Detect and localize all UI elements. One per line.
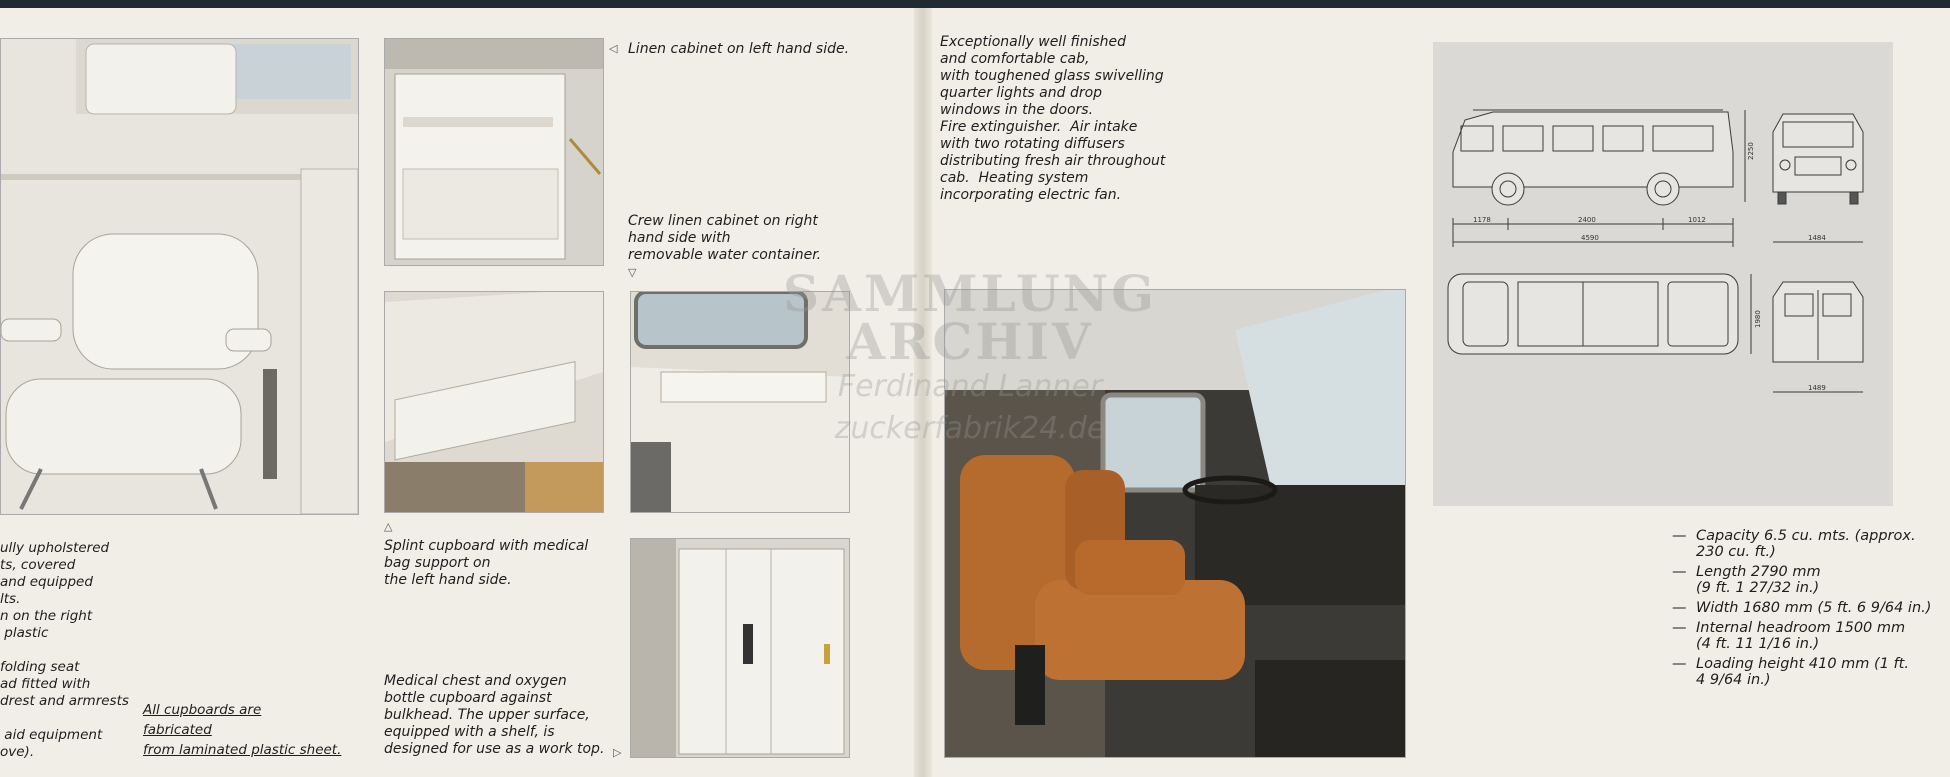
arrow-right-marker: ▷ (613, 746, 622, 759)
photo-splint-cupboard (384, 291, 604, 513)
photo-linen-cabinet-left (384, 38, 604, 266)
dim-overall-length: 4590 (1581, 234, 1599, 242)
caption-seating-fragment: ully upholstered ts, covered and equipped lts. n on the right plastic folding seat ad fitted with drest and armrests aid equipment ove). (0, 540, 129, 760)
dim-width: 1980 (1754, 310, 1762, 328)
top-view-drawing (1448, 274, 1751, 354)
dim-rear-overhang: 1012 (1688, 216, 1706, 224)
spec-width: — Width 1680 mm (5 ft. 6 9/64 in.) (1672, 600, 1931, 616)
watermark-line4: zuckerfabrik24.de (834, 411, 1106, 446)
caption-linen-cabinet-left: Linen cabinet on left hand side. (628, 41, 850, 57)
dim-front-track: 1484 (1808, 234, 1826, 242)
spec-loading-height: — Loading height 410 mm (1 ft. 4 9/64 in.) (1672, 656, 1931, 688)
spec-length: — Length 2790 mm (9 ft. 1 27/32 in.) (1672, 564, 1931, 596)
photo-folding-seat (0, 38, 359, 515)
side-view-drawing (1453, 110, 1745, 247)
caption-cab-description: Exceptionally well finished and comfortable cab, with toughened glass swivelling quarter lights and drop windows in the doors. Fire extinguisher. Air intake with two rotating diffusers distributing fresh air throughout cab. Heating system incorporating electric fan. (940, 34, 1166, 203)
watermark-line2: ARCHIV (846, 312, 1094, 371)
specifications-list (1672, 528, 1931, 692)
watermark-line3: Ferdinand Lanner (837, 369, 1103, 404)
caption-splint-cupboard: Splint cupboard with medical bag support on the left hand side. (384, 538, 589, 588)
spec-capacity: — Capacity 6.5 cu. mts. (approx. 230 cu. ft.) (1672, 528, 1931, 560)
caption-cupboards-note: All cupboards are fabricated from laminated plastic sheet. (143, 702, 342, 758)
watermark (780, 264, 1160, 450)
caption-medical-chest: Medical chest and oxygen bottle cupboard against bulkhead. The upper surface, equipped with a shelf, is designed for use as a work top. (384, 673, 605, 757)
spec-internal-headroom: — Internal headroom 1500 mm (4 ft. 11 1/16 in.) (1672, 620, 1931, 652)
arrow-up-marker: △ (384, 520, 393, 533)
dim-wheelbase: 2400 (1578, 216, 1596, 224)
dim-height: 2250 (1747, 142, 1755, 160)
brochure-spread (0, 8, 1950, 777)
dim-rear-track: 1489 (1808, 384, 1826, 392)
arrow-down-marker: ▽ (628, 266, 637, 279)
front-view-drawing (1773, 114, 1863, 242)
watermark-line1: SAMMLUNG (782, 264, 1158, 323)
caption-crew-linen-cabinet: Crew linen cabinet on right hand side with removable water container. (628, 213, 822, 263)
photo-medical-chest (630, 538, 850, 758)
rear-view-drawing (1773, 282, 1863, 392)
arrow-left-marker: ◁ (609, 42, 618, 55)
technical-drawing-panel (1433, 42, 1893, 506)
dim-front-overhang: 1178 (1473, 216, 1491, 224)
